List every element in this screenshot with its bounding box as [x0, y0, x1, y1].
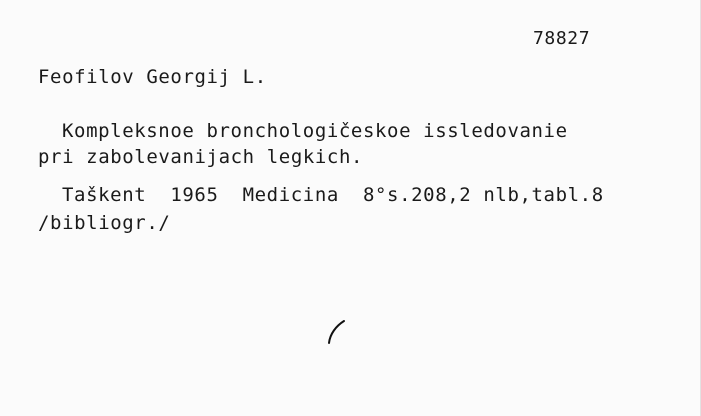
- imprint-line-2: /bibliogr./: [38, 212, 171, 234]
- book-title-line-1: Kompleksnoe bronchologičeskoe issledovanie: [62, 120, 568, 142]
- handwritten-mark-icon: [326, 318, 348, 346]
- book-title-line-2: pri zabolevanijach legkich.: [38, 146, 364, 168]
- card-id-number: 78827: [533, 28, 591, 49]
- author-name: Feofilov Georgij L.: [38, 66, 267, 88]
- imprint-line-1: Taškent 1965 Medicina 8°s.208,2 nlb,tabl.8: [62, 184, 604, 206]
